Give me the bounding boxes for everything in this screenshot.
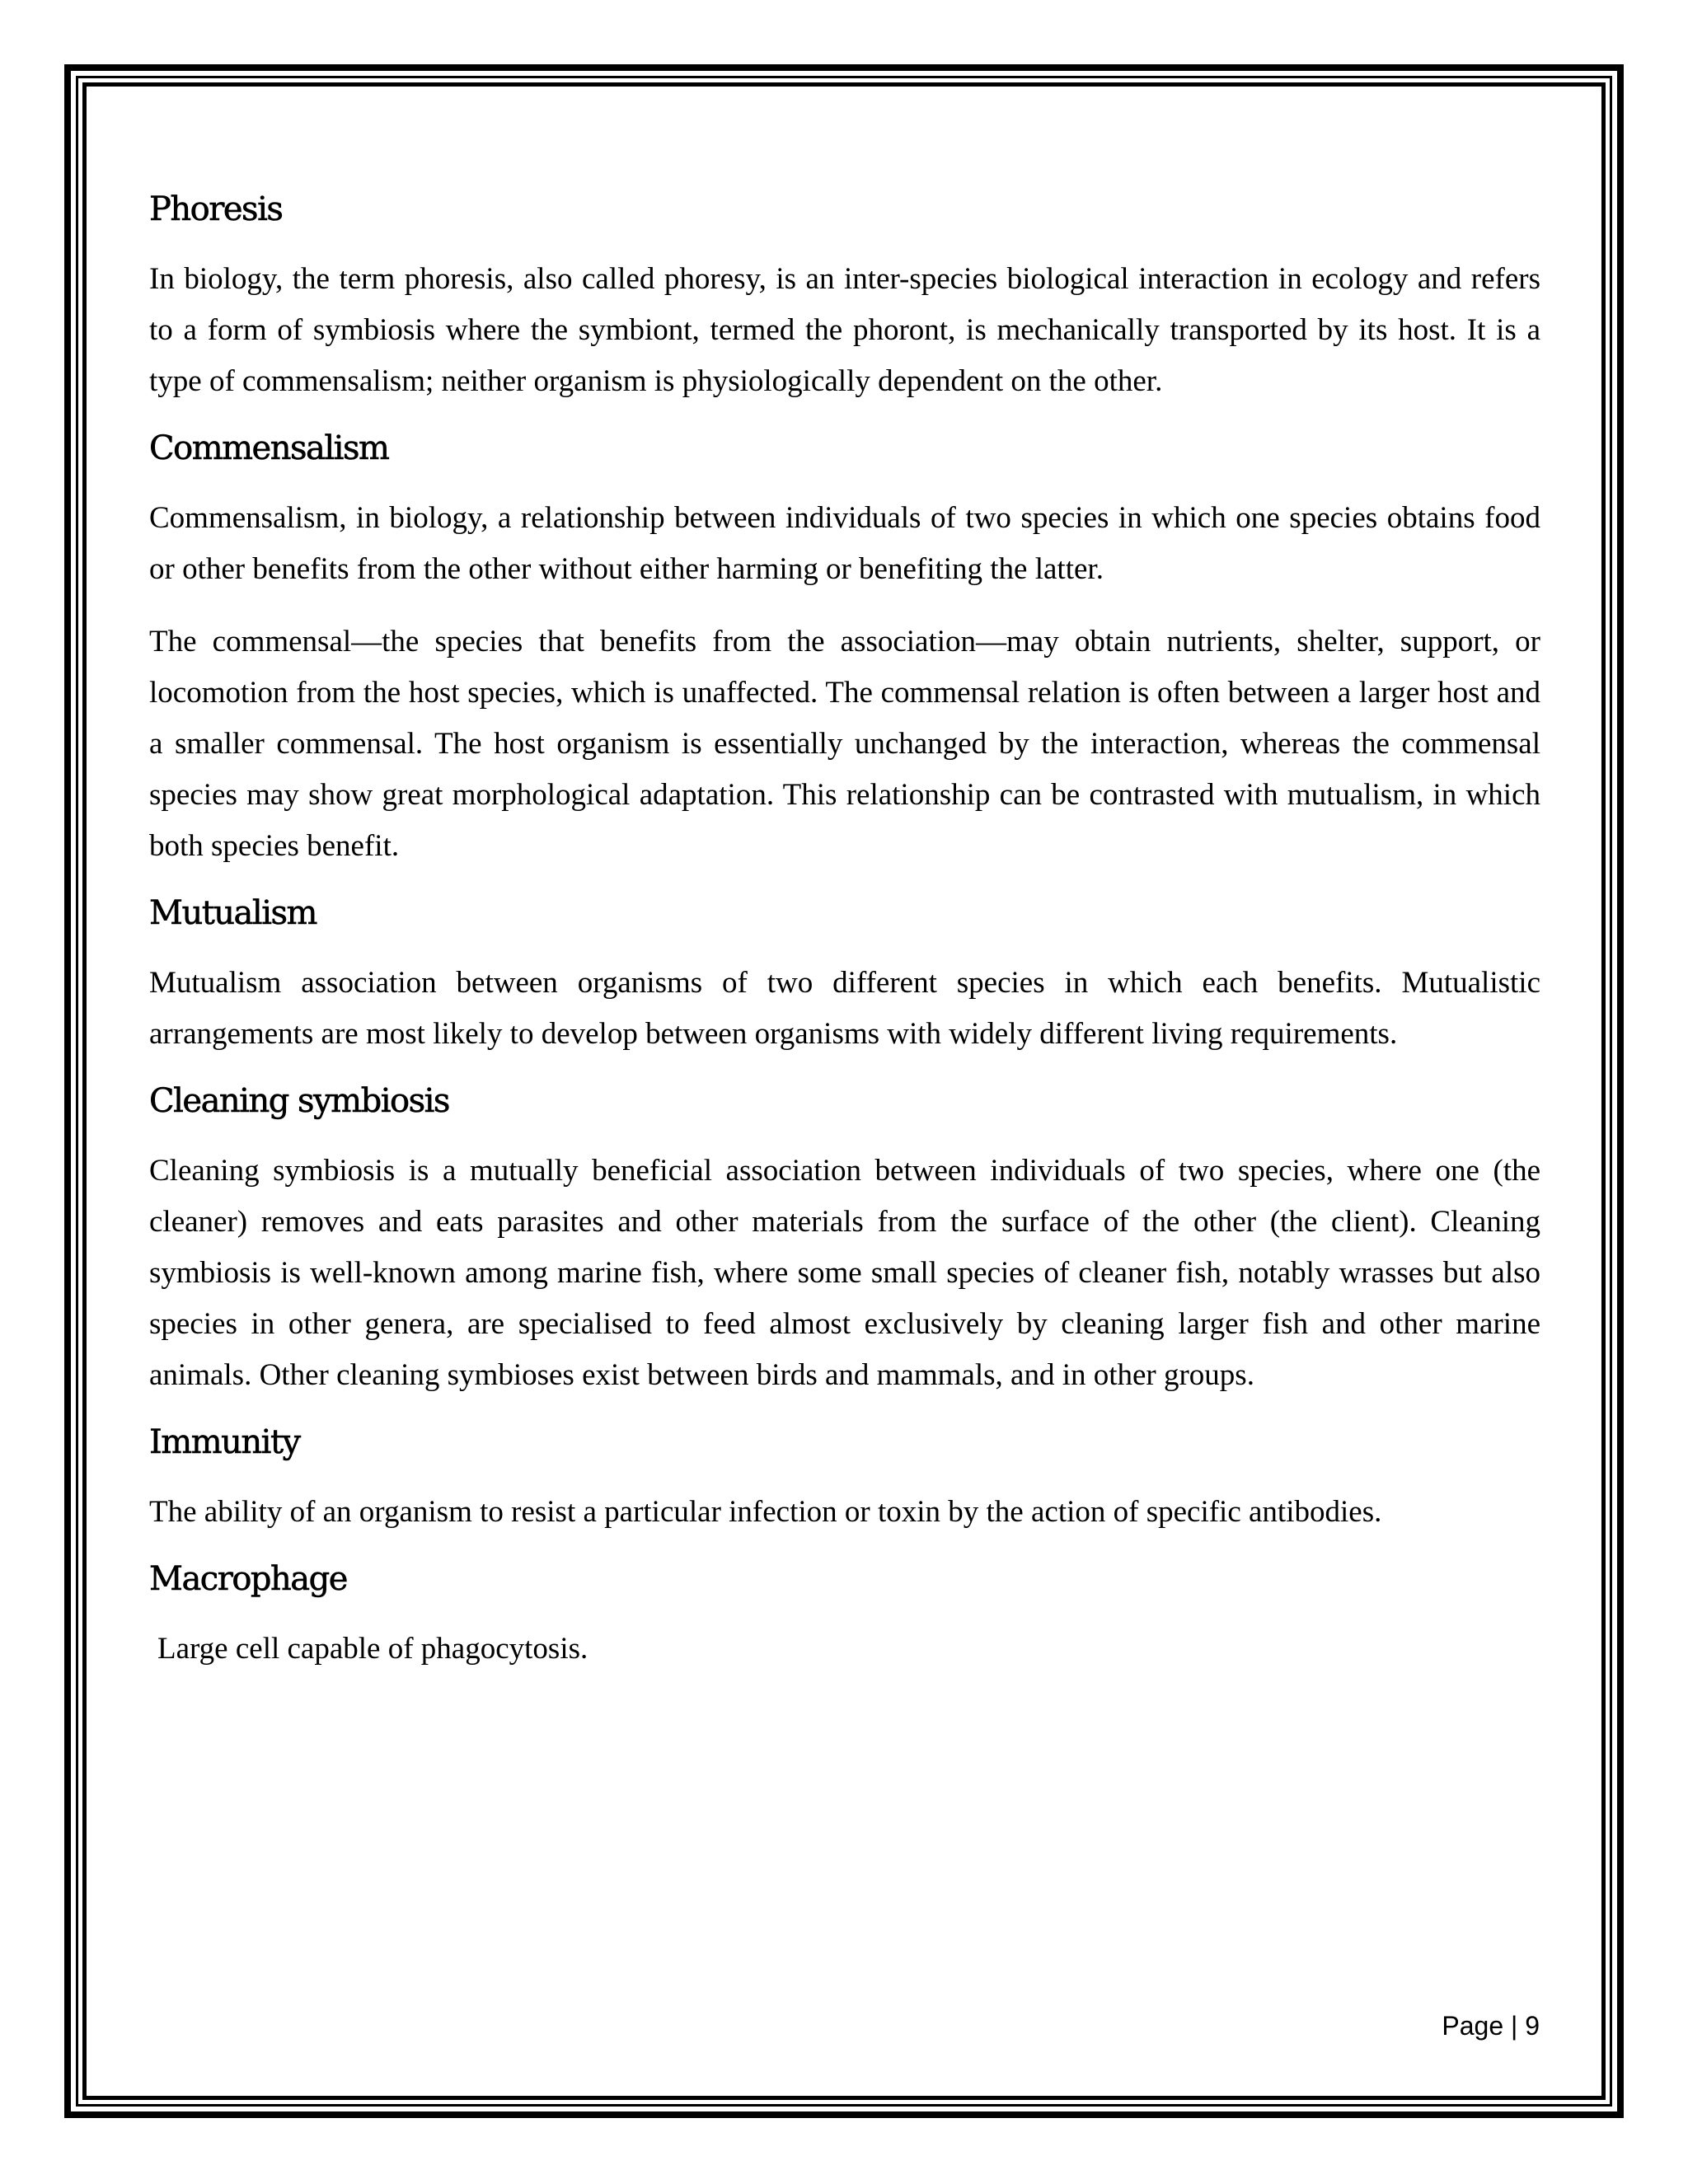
page-number: Page | 9 bbox=[1442, 2011, 1540, 2041]
section-heading: Mutualism bbox=[149, 894, 316, 932]
section-paragraph: Mutualism association between organisms of two different species in which each benefits. Mutualistic arrangements are most likely to develop between organisms with widely different living requirements. bbox=[149, 966, 1540, 1051]
section-paragraph: Large cell capable of phagocytosis. bbox=[157, 1632, 588, 1666]
document-body bbox=[149, 190, 1540, 1696]
section-paragraph: Commensalism, in biology, a relationship between individuals of two species in which one species obtains food or other benefits from the other without either harming or benefiting the latter. bbox=[149, 501, 1540, 586]
section-heading: Immunity bbox=[149, 1423, 300, 1461]
section-heading: Commensalism bbox=[149, 429, 389, 467]
section-immunity bbox=[149, 1422, 1540, 1538]
section-paragraph: The ability of an organism to resist a particular infection or toxin by the action of specific antibodies. bbox=[149, 1495, 1382, 1529]
section-heading: Cleaning symbiosis bbox=[149, 1082, 449, 1120]
section-paragraph: Cleaning symbiosis is a mutually beneficial association between individuals of two species, where one (the cleaner) removes and eats parasites and other materials from the surface of the other (the client). Cleaning symbiosis is well-known among marine fish, where some small species of cleaner fish, notably wrasses but also species in other genera, are specialised to feed almost exclusively by cleaning larger fish and other marine animals. Other cleaning symbioses exist between birds and mammals, and in other groups. bbox=[149, 1154, 1540, 1392]
section-cleaning-symbiosis bbox=[149, 1081, 1540, 1401]
section-paragraph: The commensal—the species that benefits from the association—may obtain nutrients, shelter, support, or locomotion from the host species, which is unaffected. The commensal relation is often between a larger host and a smaller commensal. The host organism is essentially unchanged by the interaction, whereas the commensal species may show great morphological adaptation. This relationship can be contrasted with mutualism, in which both species benefit. bbox=[149, 625, 1540, 863]
section-paragraph: In biology, the term phoresis, also called phoresy, is an inter-species biological interaction in ecology and refers to a form of symbiosis where the symbiont, termed the phoront, is mechanically transported by its host. It is a type of commensalism; neither organism is physiologically dependent on the other. bbox=[149, 262, 1540, 398]
section-heading: Macrophage bbox=[149, 1560, 347, 1598]
section-commensalism bbox=[149, 429, 1540, 872]
section-phoresis bbox=[149, 190, 1540, 407]
section-heading: Phoresis bbox=[149, 190, 283, 228]
section-mutualism bbox=[149, 893, 1540, 1060]
section-macrophage bbox=[149, 1559, 1540, 1675]
